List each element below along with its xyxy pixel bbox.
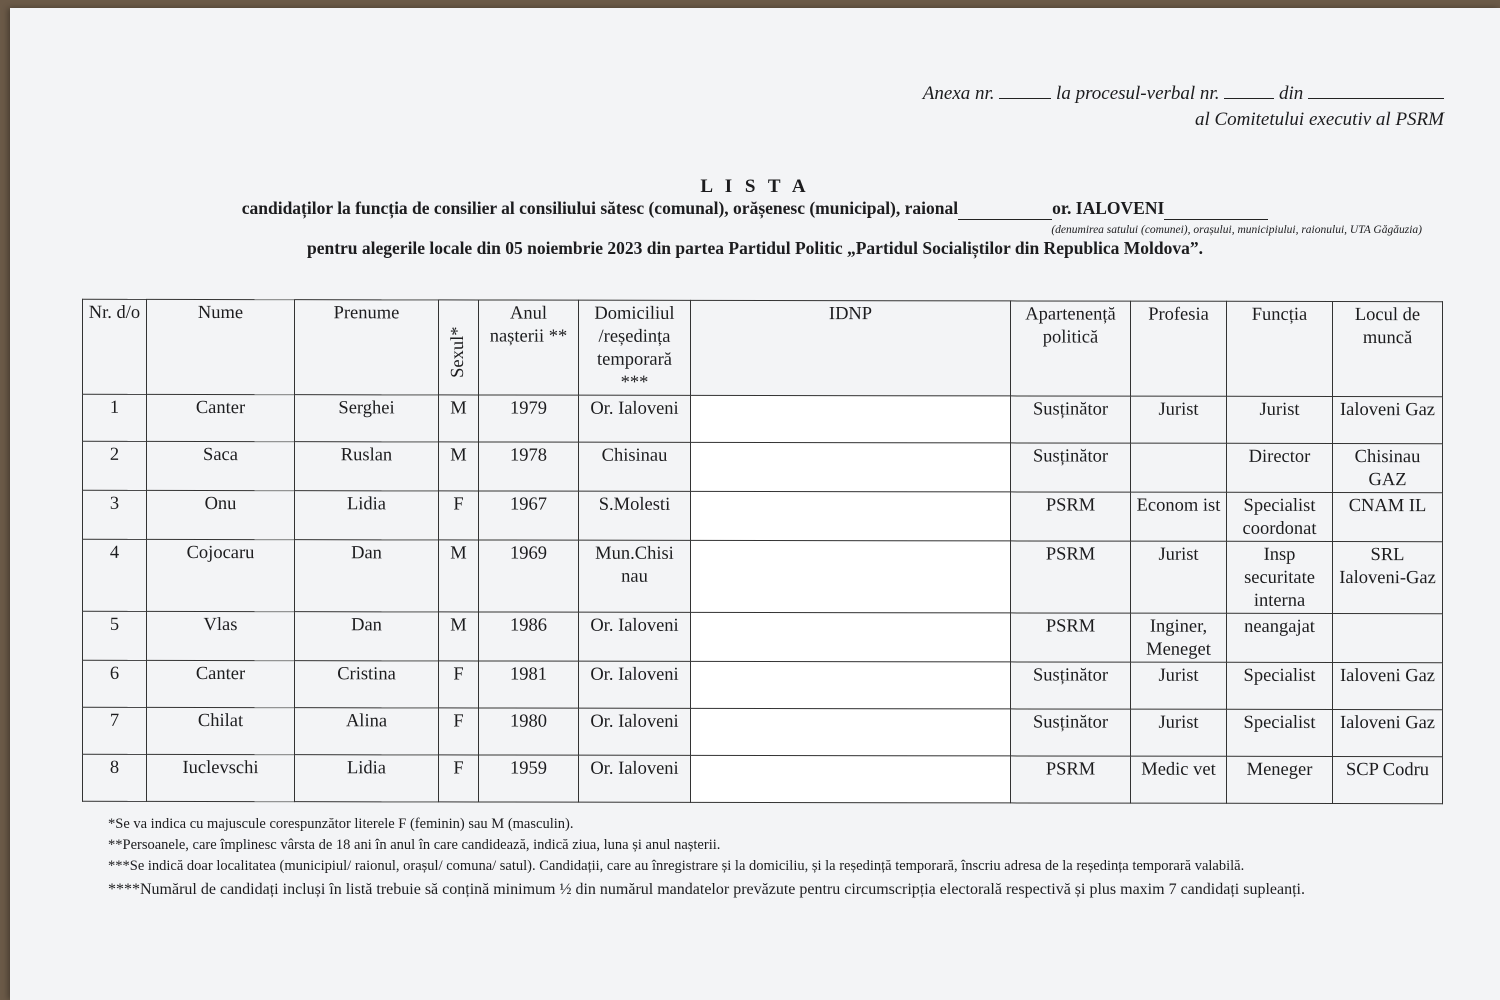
table-row xyxy=(83,539,1443,613)
candidates-table xyxy=(82,299,1443,804)
cell-functia: Specialist xyxy=(1227,662,1333,709)
cell-domiciliu: Or. Ialoveni xyxy=(579,395,691,442)
cell-sex: M xyxy=(439,540,479,612)
cell-domiciliu: Or. Ialoveni xyxy=(579,755,691,802)
cell-apartenenta: Susținător xyxy=(1011,709,1131,756)
col-header-sex xyxy=(439,300,479,395)
cell-loc-munca: Ialoveni Gaz xyxy=(1333,396,1443,443)
cell-prenume: Lidia xyxy=(295,755,439,802)
cell-anul: 1967 xyxy=(479,491,579,540)
cell-nr: 7 xyxy=(83,707,147,754)
cell-idnp-redacted xyxy=(691,540,1011,613)
table-header-row xyxy=(83,299,1443,396)
col-header-idnp: IDNP xyxy=(691,300,1011,396)
cell-nume: Onu xyxy=(147,490,295,539)
locality-blank xyxy=(1164,198,1268,220)
cell-loc-munca: SRL Ialoveni-Gaz xyxy=(1333,541,1443,613)
cell-anul: 1979 xyxy=(479,395,579,442)
table-row xyxy=(83,490,1443,541)
cell-idnp-redacted xyxy=(691,661,1011,709)
page-subtitle xyxy=(10,198,1500,220)
table-row xyxy=(83,394,1443,443)
annex-label: Anexa nr. xyxy=(922,83,995,104)
subtitle-text: candidaților la funcția de consilier al consiliului sătesc (comunal), orășenesc (municipal), raional xyxy=(241,198,959,218)
footnote-birth: **Persoanele, care împlinesc vârsta de 18 ani în anul în care candidează, indică ziua, luna și anul nașterii. xyxy=(108,837,721,853)
table-row xyxy=(83,754,1443,803)
cell-apartenenta: PSRM xyxy=(1011,541,1131,613)
cell-functia: Specialist xyxy=(1227,709,1333,756)
cell-profesia: Jurist xyxy=(1131,541,1227,613)
cell-apartenenta: PSRM xyxy=(1011,613,1131,662)
cell-prenume: Dan xyxy=(295,612,439,661)
cell-idnp-redacted xyxy=(691,395,1011,443)
cell-apartenenta: PSRM xyxy=(1011,756,1131,803)
cell-sex: F xyxy=(439,708,479,755)
cell-prenume: Lidia xyxy=(295,491,439,540)
locality-note: (denumirea satului (comunei), orașului, municipiului, raionului, UTA Găgăuzia) xyxy=(1051,224,1422,236)
cell-nume: Iuclevschi xyxy=(147,754,295,801)
annex-line-1 xyxy=(844,80,1444,107)
cell-domiciliu: Or. Ialoveni xyxy=(579,661,691,708)
cell-sex: F xyxy=(439,661,479,708)
cell-prenume: Alina xyxy=(295,708,439,755)
cell-nr: 2 xyxy=(83,441,147,490)
cell-prenume: Ruslan xyxy=(295,442,439,491)
table-row xyxy=(83,441,1443,492)
cell-idnp-redacted xyxy=(691,612,1011,662)
cell-nume: Chilat xyxy=(147,707,295,754)
election-line: pentru alegerile locale din 05 noiembrie 2023 din partea Partidul Politic „Partidul Socialiștilor din Republica Moldova”. xyxy=(306,238,1204,258)
cell-profesia: Jurist xyxy=(1131,709,1227,756)
cell-domiciliu: Or. Ialoveni xyxy=(579,708,691,755)
cell-nr: 1 xyxy=(83,394,147,441)
cell-sex: F xyxy=(439,755,479,802)
cell-nume: Saca xyxy=(147,441,295,490)
cell-idnp-redacted xyxy=(691,708,1011,756)
footnotes xyxy=(108,814,1458,901)
document-page xyxy=(10,8,1500,1000)
cell-nume: Cojocaru xyxy=(147,539,295,611)
col-header-anul: Anul nașterii ** xyxy=(479,300,579,395)
cell-prenume: Cristina xyxy=(295,661,439,708)
table-row xyxy=(83,611,1443,662)
cell-nume: Canter xyxy=(147,660,295,707)
footnote-sex: *Se va indica cu majuscule corespunzător literele F (feminin) sau M (masculin). xyxy=(108,816,574,832)
cell-domiciliu: Or. Ialoveni xyxy=(579,612,691,661)
cell-nr: 8 xyxy=(83,754,147,801)
cell-loc-munca: Chisinau GAZ xyxy=(1333,443,1443,492)
protocol-number-blank xyxy=(1224,80,1274,99)
cell-functia: Jurist xyxy=(1227,396,1333,443)
page-title: L I S T A xyxy=(700,176,810,197)
cell-apartenenta: Susținător xyxy=(1011,443,1131,492)
cell-functia: Meneger xyxy=(1227,756,1333,803)
cell-profesia: Medic vet xyxy=(1131,756,1227,803)
col-header-apartenenta: Apartenență politică xyxy=(1011,301,1131,396)
cell-nr: 6 xyxy=(83,660,147,707)
footnote-residence: ***Se indică doar localitatea (municipiul/ raionul, orașul/ comuna/ satul). Candidații, care au înregistrare și la domiciliu, și la reședință temporară, înscriu adresa de la reședința temporară valabilă. xyxy=(108,858,1245,874)
cell-idnp-redacted xyxy=(691,442,1011,492)
col-header-prenume: Prenume xyxy=(295,300,439,395)
col-header-profesia: Profesia xyxy=(1131,301,1227,396)
cell-profesia: Jurist xyxy=(1131,396,1227,443)
cell-sex: M xyxy=(439,395,479,442)
cell-prenume: Serghei xyxy=(295,395,439,442)
cell-anul: 1981 xyxy=(479,661,579,708)
footnote-count: ****Numărul de candidați incluși în listă trebuie să conțină minimum ½ din numărul mandatelor prevăzute pentru circumscripția electorală respectivă și plus maxim 7 candidați supleanți. xyxy=(108,881,1305,898)
cell-sex: M xyxy=(439,442,479,491)
locality-name: or. IALOVENI xyxy=(1052,198,1165,218)
cell-domiciliu: Mun.Chisi nau xyxy=(579,540,691,612)
sex-header-text: Sexul* xyxy=(448,326,468,378)
cell-functia: neangajat xyxy=(1227,613,1333,662)
cell-sex: M xyxy=(439,612,479,661)
cell-nume: Vlas xyxy=(147,611,295,660)
date-label: din xyxy=(1278,83,1304,104)
table-row xyxy=(83,660,1443,709)
cell-prenume: Dan xyxy=(295,540,439,612)
col-header-loc-munca: Locul de muncă xyxy=(1333,301,1443,396)
cell-functia: Specialist coordonat xyxy=(1227,492,1333,541)
cell-domiciliu: S.Molesti xyxy=(579,491,691,540)
cell-apartenenta: PSRM xyxy=(1011,492,1131,541)
cell-sex: F xyxy=(439,491,479,540)
col-header-domiciliu: Domiciliul /reședința temporară *** xyxy=(579,300,691,395)
cell-apartenenta: Susținător xyxy=(1011,662,1131,709)
table-row xyxy=(83,707,1443,756)
cell-loc-munca: Ialoveni Gaz xyxy=(1333,709,1443,756)
cell-functia: Insp securitate interna xyxy=(1227,541,1333,613)
cell-profesia xyxy=(1131,443,1227,492)
cell-loc-munca: SCP Codru xyxy=(1333,756,1443,803)
protocol-label: la procesul-verbal nr. xyxy=(1056,83,1220,104)
cell-profesia: Econom ist xyxy=(1131,492,1227,541)
cell-nr: 4 xyxy=(83,539,147,611)
cell-idnp-redacted xyxy=(691,755,1011,803)
cell-idnp-redacted xyxy=(691,491,1011,541)
cell-anul: 1978 xyxy=(479,442,579,491)
cell-profesia: Jurist xyxy=(1131,662,1227,709)
raion-blank xyxy=(958,198,1052,220)
cell-apartenenta: Susținător xyxy=(1011,396,1131,443)
cell-functia: Director xyxy=(1227,443,1333,492)
cell-anul: 1959 xyxy=(479,755,579,802)
cell-profesia: Inginer, Meneget xyxy=(1131,613,1227,662)
annex-committee: al Comitetului executiv al PSRM xyxy=(1194,109,1444,130)
col-header-nr: Nr. d/o xyxy=(83,299,147,394)
col-header-functia: Funcția xyxy=(1227,301,1333,396)
cell-nr: 3 xyxy=(83,490,147,539)
cell-anul: 1969 xyxy=(479,540,579,612)
cell-loc-munca: Ialoveni Gaz xyxy=(1333,662,1443,709)
cell-anul: 1986 xyxy=(479,612,579,661)
cell-loc-munca: CNAM IL xyxy=(1333,492,1443,541)
annex-header xyxy=(844,80,1444,133)
cell-loc-munca xyxy=(1333,613,1443,662)
cell-anul: 1980 xyxy=(479,708,579,755)
annex-number-blank xyxy=(999,80,1051,99)
col-header-nume: Nume xyxy=(147,299,295,394)
cell-nr: 5 xyxy=(83,611,147,660)
date-blank xyxy=(1308,80,1444,99)
cell-nume: Canter xyxy=(147,394,295,441)
cell-domiciliu: Chisinau xyxy=(579,442,691,491)
